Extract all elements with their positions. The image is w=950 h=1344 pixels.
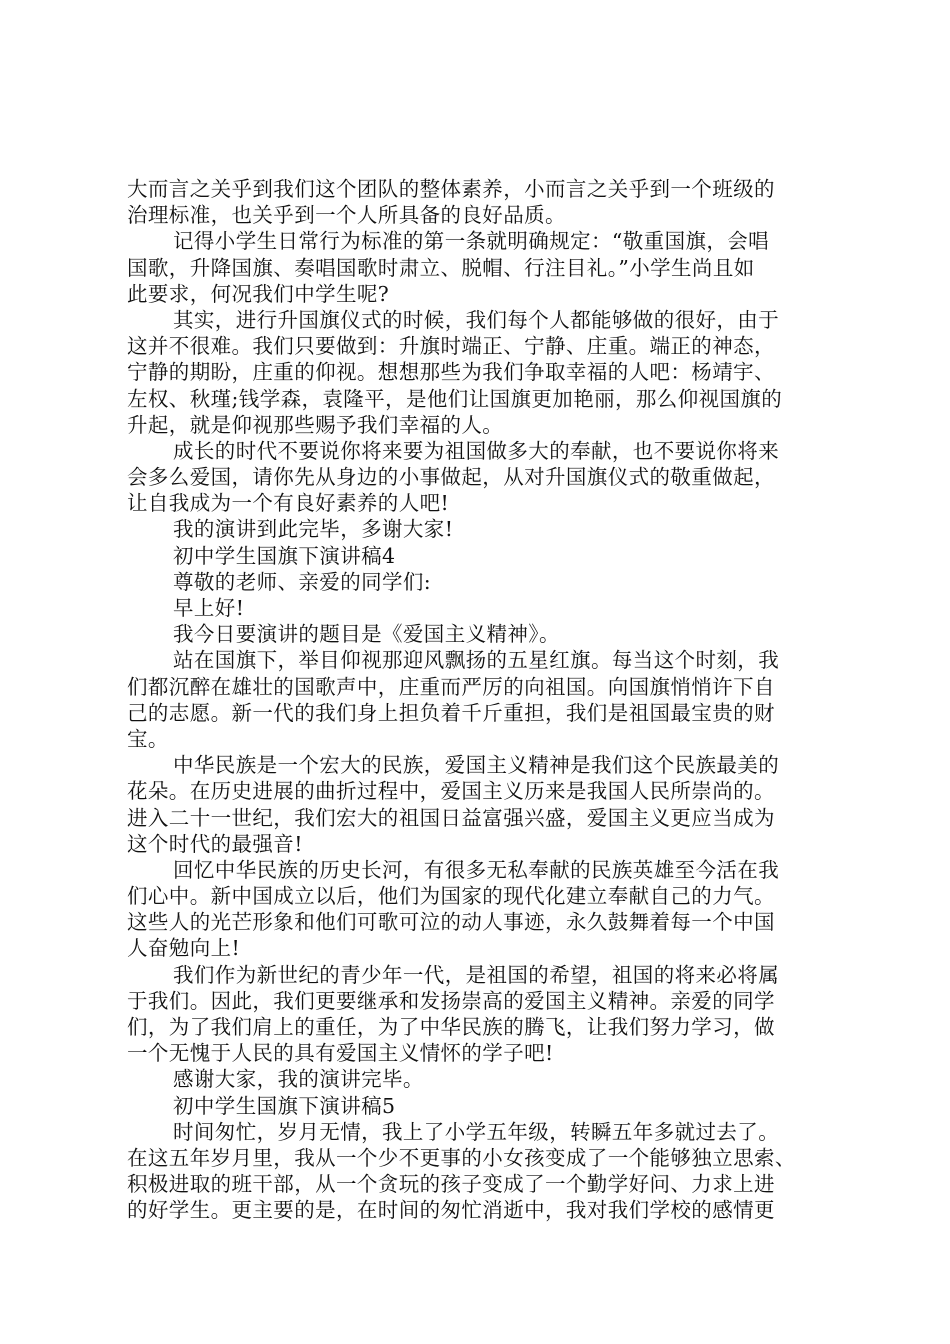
text-line: 的好学生。更主要的是，在时间的匆忙消逝中，我对我们学校的感情更 [127,1198,775,1223]
text-line: 其实，进行升国旗仪式的时候，我们每个人都能够做的很好，由于 [173,307,780,332]
text-line: 成长的时代不要说你将来要为祖国做多大的奉献，也不要说你将来 [173,438,780,463]
text-line: 让自我成为一个有良好素养的人吧! [127,491,450,516]
text-line: 左权、秋瑾;钱学森，袁隆平，是他们让国旗更加艳丽，那么仰视国旗的 [127,386,783,411]
text-line: 记得小学生日常行为标准的第一条就明确规定：“敬重国旗，会唱 [173,229,770,254]
text-line: 感谢大家，我的演讲完毕。 [173,1067,424,1092]
text-line: 治理标准，也关乎到一个人所具备的良好品质。 [127,203,566,228]
text-line: 回忆中华民族的历史长河，有很多无私奉献的民族英雄至今活在我 [173,857,780,882]
text-line: 尊敬的老师、亲爱的同学们: [173,569,432,594]
text-line: 会多么爱国，请你先从身边的小事做起，从对升国旗仪式的敬重做起， [127,465,775,490]
text-line: 一个无愧于人民的具有爱国主义情怀的学子吧! [127,1041,554,1066]
text-line: 中华民族是一个宏大的民族，爱国主义精神是我们这个民族最美的 [173,753,780,778]
text-line: 在这五年岁月里，我从一个少不更事的小女孩变成了一个能够独立思索、 [127,1145,796,1170]
text-line: 宁静的期盼，庄重的仰视。想想那些为我们争取幸福的人吧：杨靖宇、 [127,360,775,385]
text-line: 宝。 [127,726,169,751]
text-line: 我今日要演讲的题目是《爱国主义精神》。 [173,622,560,647]
text-line: 们都沉醉在雄壮的国歌声中，庄重而严厉的向祖国。向国旗悄悄许下自 [127,674,775,699]
text-line: 花朵。在历史进展的曲折过程中，爱国主义历来是我国人民所崇尚的。 [127,779,775,804]
text-line: 进入二十一世纪，我们宏大的祖国日益富强兴盛，爱国主义更应当成为 [127,805,775,830]
text-line: 此要求，何况我们中学生呢? [127,281,390,306]
text-line: 们，为了我们肩上的重任，为了中华民族的腾飞，让我们努力学习，做 [127,1015,775,1039]
text-line: 人奋勉向上! [127,936,241,961]
document-body-text [127,176,839,1224]
text-line: 这个时代的最强音! [127,831,303,856]
text-line: 们心中。新中国成立以后，他们为国家的现代化建立奉献自己的力气。 [127,884,775,909]
text-line: 国歌，升降国旗、奏唱国歌时肃立、脱帽、行注目礼。”小学生尚且如 [127,255,755,280]
text-line: 大而言之关乎到我们这个团队的整体素养，小而言之关乎到一个班级的 [127,177,775,201]
text-line: 早上好! [173,596,245,620]
text-line: 这些人的光芒形象和他们可歌可泣的动人事迹，永久鼓舞着每一个中国 [127,910,775,935]
text-line: 于我们。因此，我们更要继承和发扬崇高的爱国主义精神。亲爱的同学 [127,988,775,1013]
text-line: 初中学生国旗下演讲稿4 [173,543,396,568]
text-line: 时间匆忙，岁月无情，我上了小学五年级，转瞬五年多就过去了。 [173,1119,780,1144]
text-line: 升起，就是仰视那些赐予我们幸福的人。 [127,412,504,437]
text-line: 站在国旗下，举目仰视那迎风飘扬的五星红旗。每当这个时刻，我 [173,648,780,673]
text-line: 己的志愿。新一代的我们身上担负着千斤重担，我们是祖国最宝贵的财 [127,700,775,725]
text-line: 我们作为新世纪的青少年一代，是祖国的希望，祖国的将来必将属 [173,962,780,987]
text-line: 积极进取的班干部，从一个贪玩的孩子变成了一个勤学好问、力求上进 [127,1172,775,1197]
text-line: 初中学生国旗下演讲稿5 [173,1093,396,1118]
text-line: 我的演讲到此完毕，多谢大家! [173,517,454,542]
text-line: 这并不很难。我们只要做到：升旗时端正、宁静、庄重。端正的神态， [127,334,775,359]
